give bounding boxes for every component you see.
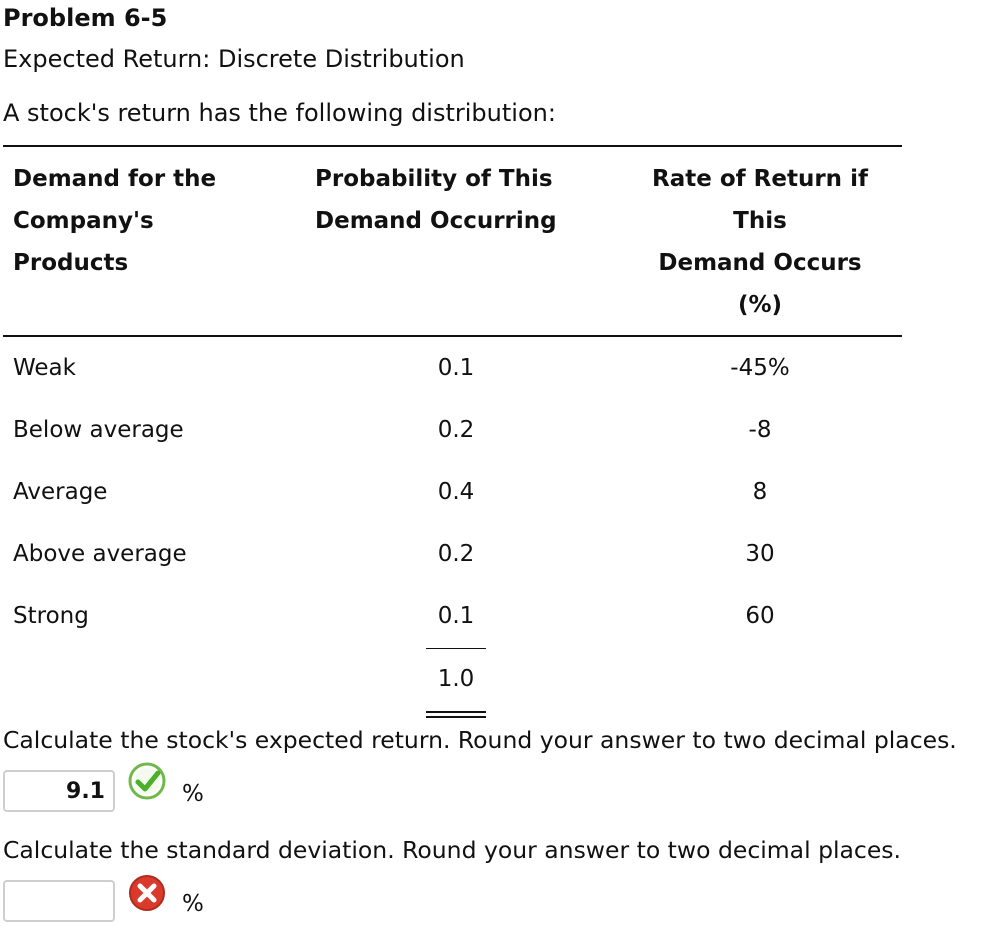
table-top-rule (3, 145, 902, 147)
standard-deviation-input[interactable] (3, 880, 115, 922)
header-demand (13, 158, 303, 284)
header-demand-line: Company's (13, 208, 154, 234)
cell-return: 8 (752, 479, 768, 505)
table-row (0, 355, 905, 395)
expected-return-input[interactable] (3, 770, 115, 812)
question-expected-return: Calculate the stock's expected return. Round your answer to two decimal places. (3, 726, 957, 754)
check-icon (127, 761, 167, 801)
cell-demand: Above average (13, 541, 187, 567)
table-row (0, 417, 905, 457)
cell-demand: Average (13, 479, 108, 505)
header-probability-line: Probability of This (315, 166, 553, 192)
table-row (0, 603, 905, 643)
header-demand-line: Demand for the (13, 166, 217, 192)
header-demand-line: Products (13, 250, 129, 276)
header-probability (315, 158, 595, 242)
double-underline-top (426, 711, 486, 713)
x-icon (127, 873, 167, 913)
problem-title: Problem 6-5 (3, 4, 168, 32)
cell-probability: 0.1 (437, 603, 475, 629)
cell-return: -8 (748, 417, 772, 443)
table-row (0, 541, 905, 581)
header-return-line: Rate of Return if (652, 166, 868, 192)
probability-total: 1.0 (437, 666, 475, 692)
problem-intro: A stock's return has the following distribution: (3, 99, 556, 127)
cell-probability: 0.1 (437, 355, 475, 381)
cell-return: 30 (745, 541, 775, 567)
cell-probability: 0.2 (437, 417, 475, 443)
question-standard-deviation: Calculate the standard deviation. Round your answer to two decimal places. (3, 836, 902, 864)
cell-demand: Weak (13, 355, 76, 381)
table-header-rule (3, 335, 902, 337)
header-probability-line: Demand Occurring (315, 208, 557, 234)
cell-demand: Below average (13, 417, 184, 443)
problem-subtitle: Expected Return: Discrete Distribution (3, 45, 465, 73)
cell-probability: 0.2 (437, 541, 475, 567)
cell-return: 60 (745, 603, 775, 629)
standard-deviation-unit: % (182, 891, 204, 917)
table-row (0, 479, 905, 519)
cell-return: -45% (730, 355, 790, 381)
total-rule (426, 648, 486, 649)
header-return-line: (%) (737, 292, 783, 318)
cell-probability: 0.4 (437, 479, 475, 505)
expected-return-unit: % (182, 781, 204, 807)
header-return-line: Demand Occurs (658, 250, 862, 276)
cell-demand: Strong (13, 603, 89, 629)
header-return (610, 158, 910, 326)
double-underline-bottom (426, 716, 486, 718)
header-return-line: This (733, 208, 787, 234)
